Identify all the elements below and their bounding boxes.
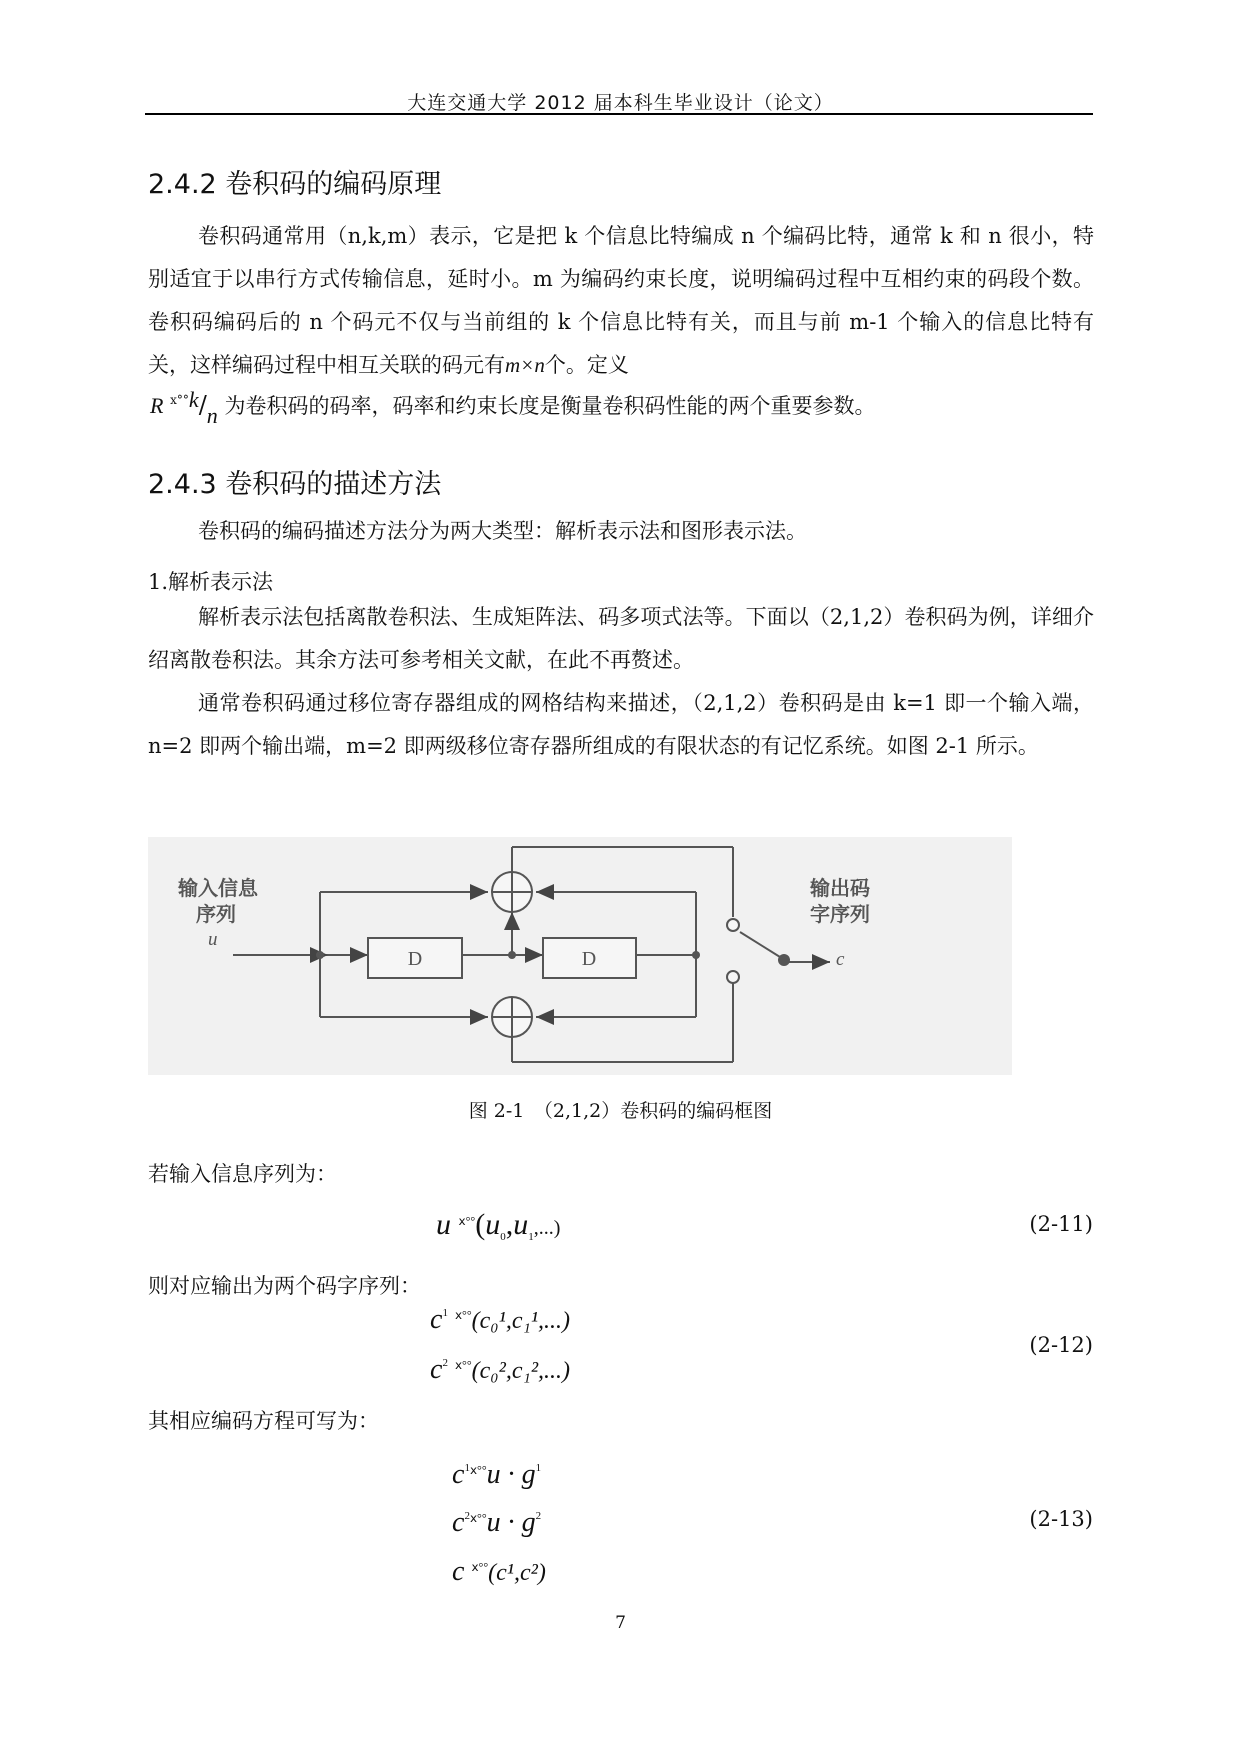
eq11-u1: u bbox=[513, 1208, 529, 1241]
eq13-l1-lhs: c bbox=[452, 1459, 465, 1490]
eq11-open: ( bbox=[475, 1208, 486, 1241]
paragraph-analytic-method bbox=[148, 596, 1094, 682]
eq11-sub1: 1 bbox=[528, 1231, 534, 1243]
fraction-slash: / bbox=[198, 391, 207, 419]
inline-formula-mxn: m×n bbox=[505, 353, 545, 377]
eq11-sub0: 0 bbox=[500, 1231, 506, 1243]
output-label-line1: 输出码 bbox=[810, 876, 870, 900]
equation-number-2-11: (2-11) bbox=[1029, 1212, 1093, 1236]
header-rule bbox=[145, 113, 1093, 115]
eq13-l1-sup: 1 bbox=[464, 1462, 470, 1474]
eq13-mark2: ⅹ°° bbox=[469, 1511, 487, 1525]
eq13-mark3: ⅹ°° bbox=[471, 1560, 489, 1574]
input-variable: u bbox=[208, 929, 218, 950]
rate-symbol: R bbox=[150, 393, 164, 418]
running-header: 大连交通大学 2012 届本科生毕业设计（论文） bbox=[407, 92, 834, 114]
eq13-l1-rsup: 1 bbox=[535, 1462, 542, 1474]
eq12-sup1: 1 bbox=[442, 1307, 448, 1319]
eq11-tail: ,...) bbox=[533, 1217, 561, 1239]
figure-caption: 图 2-1 （2,1,2）卷积码的编码框图 bbox=[468, 1100, 773, 1122]
section-heading-2-4-3: 2.4.3 卷积码的描述方法 bbox=[148, 469, 442, 500]
eq11-mark: ⅹ°° bbox=[458, 1214, 476, 1228]
equation-2-12-line2 bbox=[430, 1354, 570, 1386]
equation-2-13-line2 bbox=[452, 1507, 541, 1539]
equation-number-2-13: (2-13) bbox=[1029, 1507, 1093, 1531]
paragraph-description-methods bbox=[148, 510, 1094, 553]
list-item-title: 1.解析表示法 bbox=[148, 570, 274, 594]
equals-mark: ⅹ°° bbox=[170, 393, 189, 407]
eq12-sup2: 2 bbox=[442, 1357, 448, 1369]
text-encoding-equations: 其相应编码方程可写为： bbox=[148, 1409, 379, 1433]
text-input-sequence: 若输入信息序列为： bbox=[148, 1162, 337, 1186]
eq13-mark1: ⅹ°° bbox=[469, 1463, 487, 1477]
eq12-rhs2: (c₀²,c₁²,...) bbox=[471, 1358, 571, 1384]
paragraph-text: 卷积码通常用（n,k,m）表示，它是把 k 个信息比特编成 n 个编码比特，通常 k 和 n 很小，特别适宜于以串行方式传输信息，延时小。m 为编码约束长度，说明编码过程中互相约束的码段个数。卷积码编码后的 n 个码元不仅与当前组的 k 个信息比特有关，而且与前 m-1 个输入的信息比特有关，这样编码过程中相互关联的码元有 bbox=[148, 224, 1094, 377]
eq11-comma: , bbox=[505, 1208, 514, 1241]
paragraph-encoding-principle bbox=[148, 215, 1094, 387]
eq13-l2-rsup: 2 bbox=[535, 1510, 542, 1522]
eq13-l3-rhs: (c¹,c²) bbox=[488, 1560, 546, 1586]
encoder-block-diagram bbox=[148, 837, 1012, 1075]
eq13-l3-lhs: c bbox=[452, 1556, 465, 1587]
eq13-l2-rhs: u · g bbox=[486, 1507, 536, 1538]
input-label-line2: 序列 bbox=[196, 902, 236, 926]
rate-definition-text: 为卷积码的码率，码率和约束长度是衡量卷积码性能的两个重要参数。 bbox=[224, 394, 876, 418]
equation-2-13-line3 bbox=[452, 1556, 546, 1588]
equation-2-12-line1 bbox=[430, 1304, 570, 1336]
equation-2-13-line1 bbox=[452, 1459, 541, 1491]
eq13-l1-rhs: u · g bbox=[486, 1459, 536, 1490]
text-output-sequences: 则对应输出为两个码字序列： bbox=[148, 1274, 421, 1298]
section-heading-2-4-2: 2.4.2 卷积码的编码原理 bbox=[148, 169, 442, 200]
output-variable: c bbox=[836, 949, 845, 970]
paragraph-shift-register bbox=[148, 682, 1094, 768]
paragraph-text-after-formula: 个。定义 bbox=[544, 353, 629, 377]
paragraph-text: 通常卷积码通过移位寄存器组成的网格结构来描述，（2,1,2）卷积码是由 k=1 即一个输入端，n=2 即两个输出端，m=2 即两级移位寄存器所组成的有限状态的有记忆系统。如图 2-1 所示。 bbox=[148, 691, 1094, 758]
eq12-c1: c bbox=[430, 1304, 443, 1335]
eq12-mark1: ⅹ°° bbox=[454, 1308, 472, 1322]
register-label-1: D bbox=[407, 948, 423, 970]
eq12-rhs1: (c₀¹,c₁¹,...) bbox=[471, 1308, 571, 1334]
paragraph-text: 卷积码的编码描述方法分为两大类型：解析表示法和图形表示法。 bbox=[198, 519, 807, 543]
eq12-mark2: ⅹ°° bbox=[454, 1358, 472, 1372]
eq13-l2-lhs: c bbox=[452, 1507, 465, 1538]
page-number: 7 bbox=[615, 1613, 626, 1633]
eq13-l2-sup: 2 bbox=[464, 1510, 470, 1522]
rate-numerator: k bbox=[188, 387, 199, 412]
eq11-lhs: u bbox=[436, 1208, 451, 1241]
equation-number-2-12: (2-12) bbox=[1029, 1333, 1093, 1357]
eq11-u0: u bbox=[485, 1208, 501, 1241]
paragraph-text: 解析表示法包括离散卷积法、生成矩阵法、码多项式法等。下面以（2,1,2）卷积码为例，详细介绍离散卷积法。其余方法可参考相关文献，在此不再赘述。 bbox=[148, 605, 1094, 672]
eq12-c2: c bbox=[430, 1354, 443, 1385]
equation-2-11 bbox=[436, 1208, 560, 1243]
rate-definition-line bbox=[150, 387, 875, 429]
output-label-line2: 字序列 bbox=[810, 902, 870, 926]
input-label-line1: 输入信息 bbox=[178, 876, 258, 900]
rate-denominator: n bbox=[206, 403, 218, 428]
register-label-2: D bbox=[581, 948, 597, 970]
